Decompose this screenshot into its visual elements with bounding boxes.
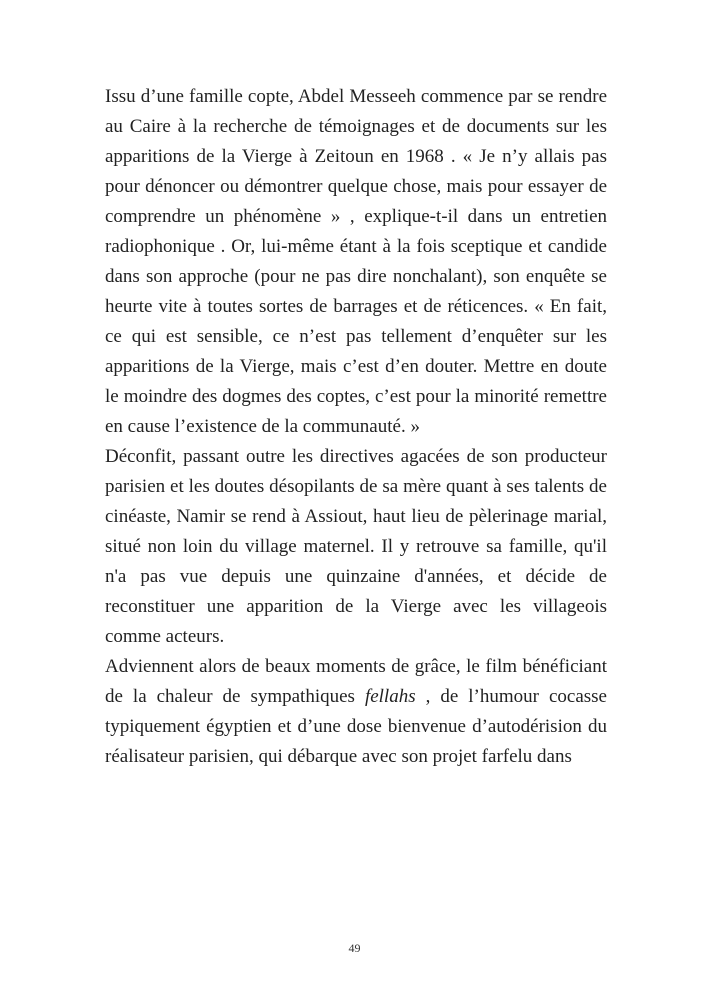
paragraph-1 bbox=[105, 82, 607, 442]
paragraph-3-text-before: Adviennent alors de beaux moments de grâce, le film bénéficiant de la chaleur de sympathiques bbox=[105, 656, 607, 707]
paragraph-3-italic-word: fellahs bbox=[364, 686, 416, 707]
paragraph-2 bbox=[105, 442, 607, 652]
page-number: 49 bbox=[348, 941, 361, 955]
paragraph-3-text-after: , de l’humour cocasse typiquement égyptien et d’une dose bienvenue d’autodérision du réalisateur parisien, qui débarque avec son projet farfelu dans bbox=[105, 686, 607, 767]
text-block bbox=[105, 82, 607, 772]
paragraph-1-text: Issu d’une famille copte, Abdel Messeeh commence par se rendre au Caire à la recherche de témoignages et de documents sur les apparitions de la Vierge à Zeitoun en 1968 . « Je n’y allais pas pour dénoncer ou démontrer quelque chose, mais pour essayer de comprendre un phénomène » , explique-t-il dans un entretien radiophonique . Or, lui-même étant à la fois sceptique et candide dans son approche (pour ne pas dire nonchalant), son enquête se heurte vite à toutes sortes de barrages et de réticences. « En fait, ce qui est sensible, ce n’est pas tellement d’enquêter sur les apparitions de la Vierge, mais c’est d’en douter. Mettre en doute le moindre des dogmes des coptes, c’est pour la minorité remettre en cause l’existence de la communauté. » bbox=[105, 86, 607, 437]
paragraph-2-text: Déconfit, passant outre les directives agacées de son producteur parisien et les doutes désopilants de sa mère quant à ses talents de cinéaste, Namir se rend à Assiout, haut lieu de pèlerinage marial, situé non loin du village maternel. Il y retrouve sa famille, qu'il n'a pas vue depuis une quinzaine d'années, et décide de reconstituer une apparition de la Vierge avec les villageois comme acteurs. bbox=[105, 446, 607, 647]
paragraph-3 bbox=[105, 652, 607, 772]
